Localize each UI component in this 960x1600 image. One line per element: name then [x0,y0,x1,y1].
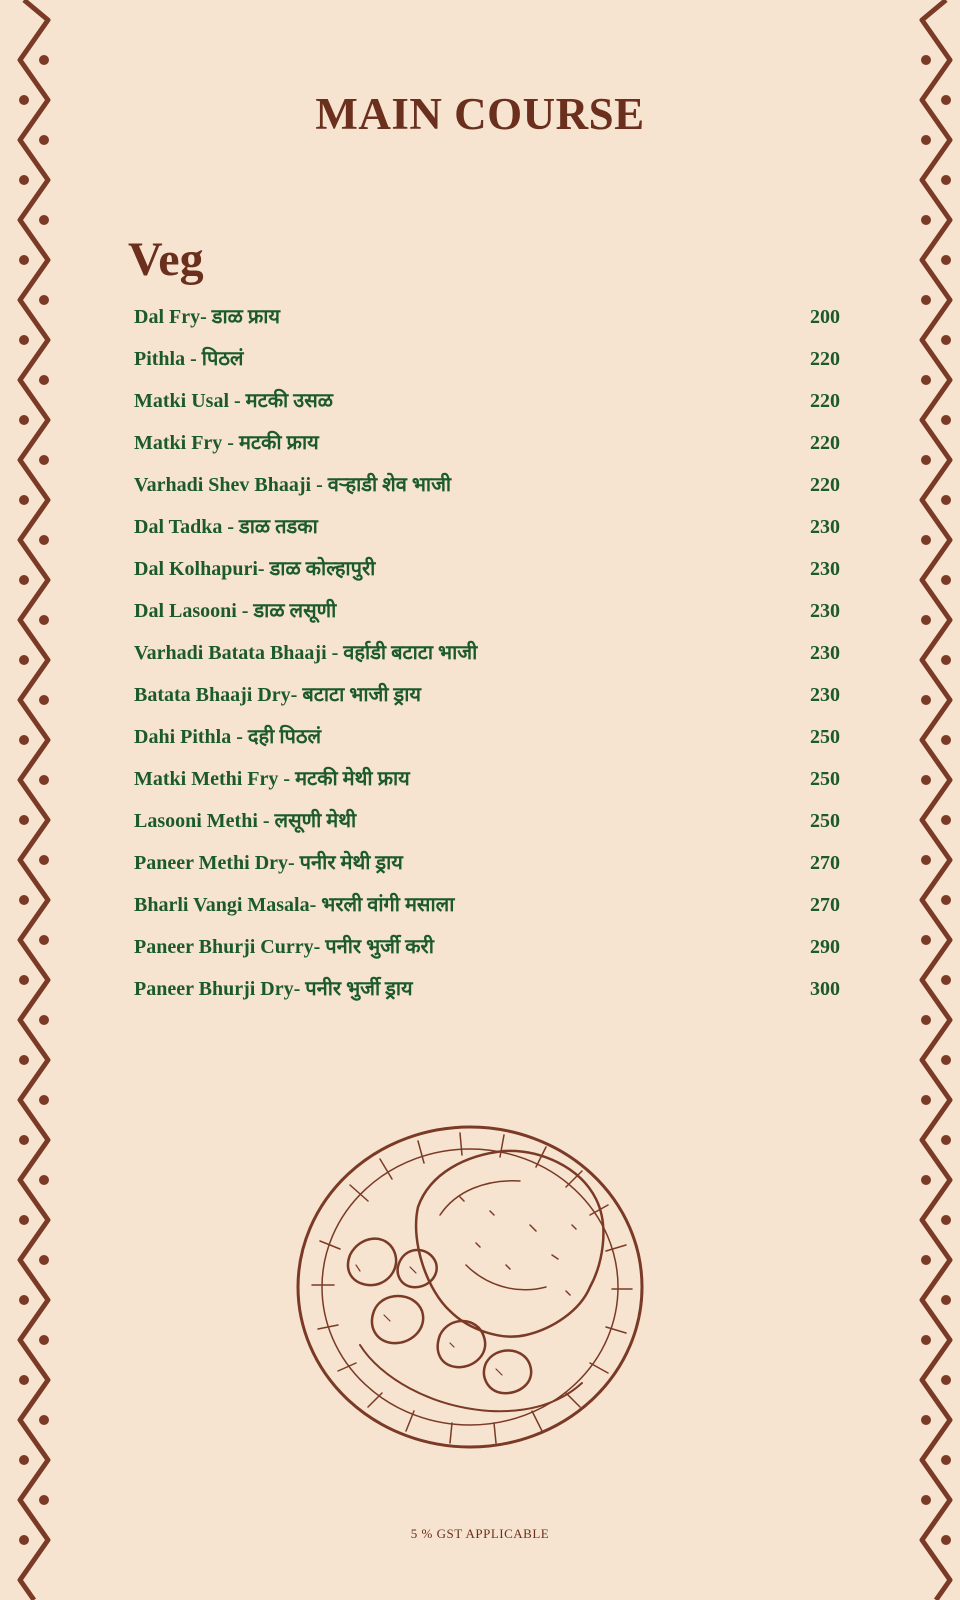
menu-item [134,806,840,848]
menu-item-price: 220 [810,348,840,370]
menu-item-price: 230 [810,558,840,580]
menu-item [134,554,840,596]
menu-item-price: 230 [810,642,840,664]
menu-item-price: 230 [810,684,840,706]
menu-item [134,596,840,638]
menu-item [134,512,840,554]
menu-item-name: Dal Tadka - डाळ तडका [134,516,318,538]
menu-item [134,764,840,806]
menu-item-price: 220 [810,432,840,454]
page-title: MAIN COURSE [315,89,645,139]
menu-item-name: Paneer Bhurji Dry- पनीर भुर्जी ड्राय [134,978,413,1000]
menu-item-price: 270 [810,852,840,874]
menu-item-name: Varhadi Batata Bhaaji - वर्हाडी बटाटा भाजी [134,642,478,664]
menu-item-name: Matki Usal - मटकी उसळ [134,390,333,412]
menu-item-name: Pithla - पिठलं [134,348,244,370]
menu-item-name: Matki Methi Fry - मटकी मेथी फ्राय [134,768,410,790]
menu-item-name: Bharli Vangi Masala- भरली वांगी मसाला [134,894,455,916]
menu-item-price: 230 [810,516,840,538]
menu-item-name: Batata Bhaaji Dry- बटाटा भाजी ड्राय [134,684,422,706]
menu-item-name: Paneer Bhurji Curry- पनीर भुर्जी करी [134,936,434,958]
menu-item-price: 200 [810,306,840,328]
menu-item-price: 250 [810,810,840,832]
menu-item-price: 220 [810,474,840,496]
menu-item-price: 300 [810,978,840,1000]
menu-item [134,680,840,722]
food-plate-illustration [290,1115,670,1455]
menu-item-name: Dahi Pithla - दही पिठलं [134,726,322,748]
menu-item [134,932,840,974]
menu-item-name: Paneer Methi Dry- पनीर मेथी ड्राय [134,852,403,874]
section-heading-veg: Veg [128,233,204,286]
menu-item-price: 220 [810,390,840,412]
gst-note: 5 % GST APPLICABLE [410,1526,550,1541]
left-zigzag-border [10,0,58,1600]
menu-item [134,428,840,470]
menu-item [134,848,840,890]
menu-item [134,638,840,680]
menu-item-name: Dal Kolhapuri- डाळ कोल्हापुरी [134,558,376,580]
menu-item-price: 230 [810,600,840,622]
menu-item-name: Matki Fry - मटकी फ्राय [134,432,319,454]
menu-item [134,386,840,428]
menu-item-name: Dal Lasooni - डाळ लसूणी [134,600,337,622]
menu-item-name: Varhadi Shev Bhaaji - वऱ्हाडी शेव भाजी [134,474,452,496]
menu-item [134,890,840,932]
menu-item [134,344,840,386]
menu-item [134,974,840,1016]
menu-list [134,302,840,1016]
menu-item-price: 290 [810,936,840,958]
menu-item-price: 270 [810,894,840,916]
menu-item-price: 250 [810,768,840,790]
menu-item-name: Dal Fry- डाळ फ्राय [134,306,281,328]
right-zigzag-border [912,0,960,1600]
menu-item [134,722,840,764]
menu-item-name: Lasooni Methi - लसूणी मेथी [134,810,357,832]
menu-item [134,470,840,512]
menu-item-price: 250 [810,726,840,748]
menu-item [134,302,840,344]
